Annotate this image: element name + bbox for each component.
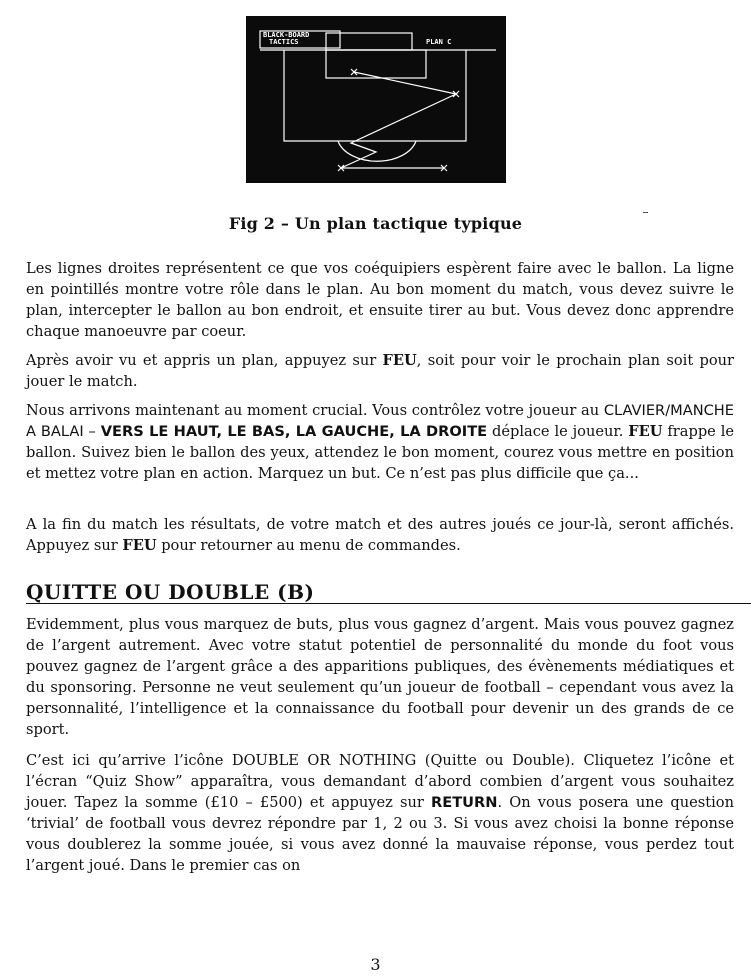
paragraph-after-plan	[26, 350, 734, 392]
penalty-arc	[338, 141, 416, 161]
p3-directions: VERS LE HAUT, LE BAS, LA GAUCHE, LA DROITE	[100, 423, 488, 440]
tactics-figure	[246, 16, 506, 183]
paragraph-money	[26, 614, 734, 740]
section-title: QUITTE OU DOUBLE (B)	[26, 580, 315, 604]
tactic-path	[341, 72, 456, 168]
print-mark	[643, 212, 648, 213]
plan-label: PLAN C	[426, 38, 452, 46]
paragraph-lines	[26, 258, 734, 342]
p4-feu: FEU	[122, 537, 157, 554]
tactics-diagram	[246, 16, 506, 183]
p3-text-a: Nous arrivons maintenant au moment crucial. Vous contrôlez votre joueur au	[26, 402, 604, 419]
p6-return: RETURN	[431, 794, 498, 811]
p3-feu: FEU	[628, 423, 663, 440]
p2-feu: FEU	[382, 352, 417, 369]
p3-clavier: CLAVIER/MANCHE A BALAI –	[26, 402, 734, 440]
p2-text-a: Après avoir vu et appris un plan, appuyez sur	[26, 352, 383, 369]
paragraph-1-text: Les lignes droites représentent ce que vos coéquipiers espèrent faire avec le ballon. La ligne en pointillés montre votre rôle dans le plan. Au bon moment du match, vous devez suivre le plan, intercepter le ballon au bon endroit, et ensuite tirer au but. Vous devez donc apprendre chaque manoeuvre par coeur.	[26, 260, 734, 340]
penalty-box	[284, 50, 466, 141]
p6-text-b: . On vous posera une question ‘trivial’ de football vous devrez répondre par 1, 2 ou 3. Si vous avez choisi la bonne réponse vous doublerez la somme jouée, si vous avez donné la mauvaise réponse, vous perdez tout l’argent joué. Dans le premier cas on	[26, 794, 734, 874]
p3-text-b: déplace le joueur.	[487, 423, 629, 440]
p4-text-b: pour retourner au menu de commandes.	[156, 537, 461, 554]
figure-caption: Fig 2 – Un plan tactique typique	[228, 214, 523, 233]
p4-text-a: A la fin du match les résultats, de votre match et des autres joués ce jour-là, seront affichés. Appuyez sur	[26, 516, 734, 554]
p6-text-a: C’est ici qu’arrive l’icône DOUBLE OR NOTHING (Quitte ou Double). Cliquetez l’icône et l’écran “Quiz Show” apparaîtra, vous demandant d’abord combien d’argent vous souhaitez jouer. Tapez la somme (£10 – £500) et appuyez sur	[26, 752, 734, 811]
page-number: 3	[370, 955, 381, 974]
paragraph-results	[26, 514, 734, 556]
p2-text-b: , soit pour voir le prochain plan soit pour jouer le match.	[26, 352, 735, 390]
paragraph-double-or-nothing	[26, 750, 734, 876]
player-markers	[338, 69, 459, 171]
section-rule	[26, 603, 751, 604]
paragraph-5-text: Evidemment, plus vous marquez de buts, plus vous gagnez d’argent. Mais vous pouvez gagnez de l’argent autrement. Avec votre statut potentiel de personnalité du monde du foot vous pouvez gagnez de l’argent grâce a des apparitions publiques, des évènements médiatiques et du sponsoring. Personne ne veut seulement qu’un joueur de football – cependant vous avez la personnalité, l’intelligence et la connaissance du football pour devenir un des grands de ce sport.	[26, 616, 734, 738]
screen-title-line2: TACTICS	[269, 38, 299, 46]
six-yard-box	[326, 50, 426, 78]
paragraph-controls	[26, 400, 734, 484]
p3-text-c: frappe le ballon. Suivez bien le ballon des yeux, attendez le bon moment, courez vous mettre en position et mettez votre plan en action. Marquez un but. Ce n’est pas plus difficile que ça...	[26, 423, 735, 482]
screen-title-line1: BLACK-BOARD	[263, 31, 310, 39]
